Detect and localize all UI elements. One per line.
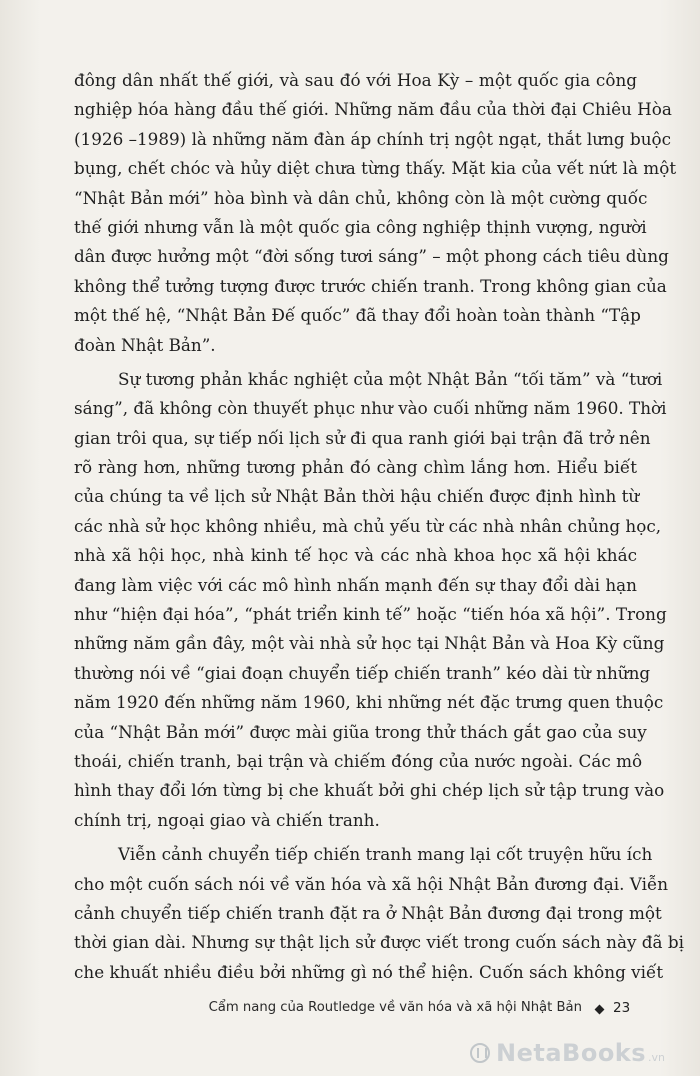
text-line: nhà xã hội học, nhà kinh tế học và các nhà khoa học xã hội khác (74, 545, 637, 566)
watermark-tld: .vn (648, 1050, 666, 1064)
netabooks-logo-icon (470, 1043, 490, 1063)
text-line: các nhà sử học không nhiều, mà chủ yếu từ các nhà nhân chủng học, (74, 515, 662, 536)
text-line: một thế hệ, “Nhật Bản Đế quốc” đã thay đổi hoàn toàn thành “Tập (74, 305, 641, 326)
text-line: cho một cuốn sách nói về văn hóa và xã hội Nhật Bản đương đại. Viễn (74, 873, 669, 894)
text-line: Viễn cảnh chuyển tiếp chiến tranh mang lại cốt truyện hữu ích (118, 844, 653, 865)
diamond-icon (595, 1005, 605, 1015)
text-line: rõ ràng hơn, những tương phản đó càng chìm lắng hơn. Hiểu biết (74, 457, 637, 478)
text-line: sáng”, đã không còn thuyết phục như vào cuối những năm 1960. Thời (74, 398, 667, 419)
text-line: bụng, chết chóc và hủy diệt chưa từng thấy. Mặt kia của vết nứt là một (74, 158, 677, 179)
text-line: (1926 –1989) là những năm đàn áp chính trị ngột ngạt, thắt lưng buộc (74, 128, 672, 149)
text-line: đang làm việc với các mô hình nhấn mạnh đến sự thay đổi dài hạn (74, 574, 637, 595)
text-line: Sự tương phản khắc nghiệt của một Nhật Bản “tối tăm” và “tươi (118, 368, 663, 389)
text-line: thường nói về “giai đoạn chuyển tiếp chiến tranh” kéo dài từ những (74, 662, 651, 683)
paragraph-3 (74, 840, 684, 987)
text-line: của “Nhật Bản mới” được mài giũa trong thử thách gắt gao của suy (74, 721, 647, 742)
text-line: gian trôi qua, sự tiếp nối lịch sử đi qua ranh giới bại trận đã trở nên (74, 427, 651, 448)
text-line: thoái, chiến tranh, bại trận và chiếm đóng của nước ngoài. Các mô (74, 750, 643, 771)
text-line: che khuất nhiều điều bởi những gì nó thể hiện. Cuốn sách không viết (74, 961, 664, 982)
text-line: như “hiện đại hóa”, “phát triển kinh tế” hoặc “tiến hóa xã hội”. Trong (74, 604, 667, 625)
text-line: đông dân nhất thế giới, và sau đó với Hoa Kỳ – một quốc gia công (74, 70, 637, 90)
body-text (74, 66, 684, 987)
text-line: dân được hưởng một “đời sống tươi sáng” – một phong cách tiêu dùng (74, 246, 669, 267)
text-line: thế giới nhưng vẫn là một quốc gia công nghiệp thịnh vượng, người (74, 216, 647, 237)
text-line: cảnh chuyển tiếp chiến tranh đặt ra ở Nhật Bản đương đại trong một (74, 902, 662, 923)
paragraph-1 (74, 66, 677, 360)
paragraph-2 (74, 365, 667, 835)
running-head: Cẩm nang của Routledge về văn hóa và xã hội Nhật Bản (208, 1000, 582, 1015)
text-line: của chúng ta về lịch sử Nhật Bản thời hậu chiến được định hình từ (74, 486, 640, 507)
text-line: “Nhật Bản mới” hòa bình và dân chủ, không còn là một cường quốc (74, 187, 648, 208)
page-number: 23 (613, 1000, 631, 1016)
watermark-brand: NetaBooks (496, 1039, 647, 1067)
text-line: những năm gần đây, một vài nhà sử học tại Nhật Bản và Hoa Kỳ cũng (74, 633, 665, 654)
text-line: không thể tưởng tượng được trước chiến tranh. Trong không gian của (74, 275, 667, 296)
watermark (470, 1040, 665, 1066)
text-line: đoàn Nhật Bản”. (74, 334, 216, 355)
page-footer (0, 1000, 700, 1024)
text-line: chính trị, ngoại giao và chiến tranh. (74, 809, 380, 830)
text-line: nghiệp hóa hàng đầu thế giới. Những năm đầu của thời đại Chiêu Hòa (74, 99, 672, 120)
text-line: thời gian dài. Nhưng sự thật lịch sử được viết trong cuốn sách này đã bị (74, 932, 684, 953)
text-line: hình thay đổi lớn từng bị che khuất bởi ghi chép lịch sử tập trung vào (74, 780, 665, 801)
text-line: năm 1920 đến những năm 1960, khi những nét đặc trưng quen thuộc (74, 692, 664, 713)
